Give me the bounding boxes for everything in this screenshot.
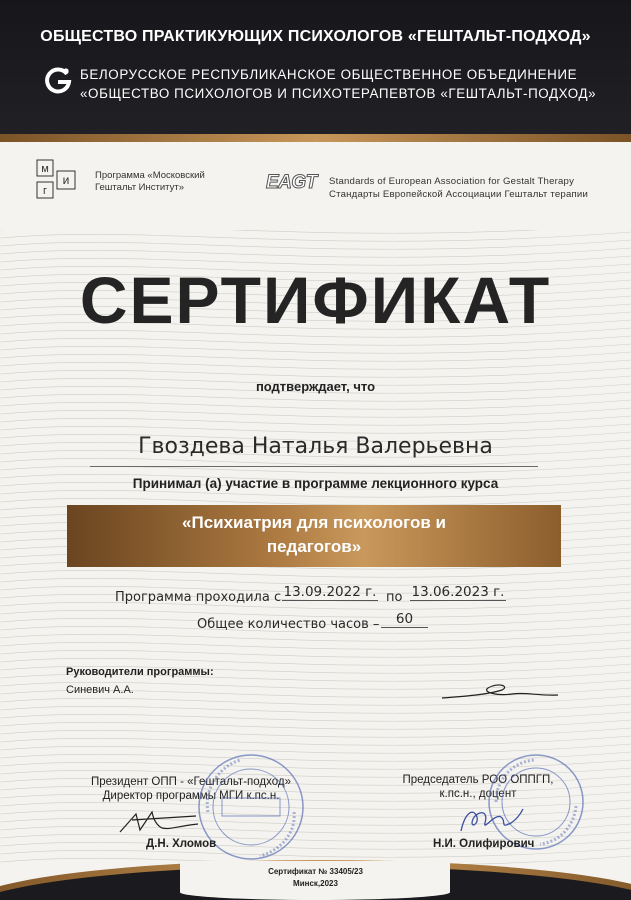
certificate-number: Сертификат № 33405/23	[268, 867, 363, 876]
course-title	[67, 511, 561, 559]
guilloche-line	[0, 728, 631, 737]
guilloche-line	[0, 360, 631, 369]
guilloche-line	[0, 720, 631, 729]
period-to-word: по	[386, 590, 403, 605]
org-name-line2: «ОБЩЕСТВО ПСИХОЛОГОВ И ПСИХОТЕРАПЕВТОВ «ГЕШТАЛЬТ-ПОДХОД»	[80, 86, 597, 101]
guilloche-line	[0, 352, 631, 361]
guilloche-line	[0, 656, 631, 665]
guilloche-line	[0, 640, 631, 649]
course-title-line2: педагогов»	[266, 537, 362, 556]
program-leader-name: Синевич А.А.	[66, 684, 134, 696]
mgi-letter-g: г	[42, 185, 48, 197]
eagt-standards-en: Standards of European Association for Gestalt Therapy	[329, 176, 575, 187]
mgi-logo-icon	[36, 159, 76, 199]
guilloche-line	[0, 648, 631, 657]
guilloche-line	[0, 704, 631, 713]
certificate-place-year: Минск,2023	[293, 879, 338, 888]
guilloche-line	[0, 496, 631, 505]
guilloche-line	[0, 408, 631, 417]
president-title-line1: Президент ОПП - «Гештальт-подход»	[91, 776, 291, 788]
confirms-text: подтверждает, что	[255, 379, 376, 394]
guilloche-line	[0, 230, 631, 233]
header-gold-stripe	[0, 134, 631, 142]
eagt-standards-ru: Стандарты Европейской Ассоциации Гештальт терапии	[329, 189, 589, 200]
guilloche-line	[0, 424, 631, 433]
gestalt-g-logo-icon	[44, 66, 72, 94]
organization-stamp	[486, 752, 586, 852]
president-title-line2: Директор программы МГИ к.пс.н.	[102, 790, 280, 802]
guilloche-line	[0, 240, 631, 249]
certificate-title: СЕРТИФИКАТ	[79, 263, 552, 337]
chair-title-line1: Председатель РОО ОППГП,	[402, 774, 554, 786]
guilloche-line	[0, 248, 631, 257]
guilloche-line	[0, 416, 631, 425]
chair-signature	[455, 803, 525, 835]
guilloche-line	[0, 368, 631, 377]
guilloche-line	[0, 344, 631, 353]
mgi-letter-i: и	[62, 173, 70, 187]
guilloche-line	[0, 232, 631, 241]
hours-value: 60	[381, 611, 428, 628]
name-underline	[90, 466, 538, 467]
course-title-line1: «Психиатрия для психологов и	[182, 513, 446, 532]
guilloche-line	[0, 632, 631, 641]
mgi-line1: Программа «Московский	[95, 170, 205, 181]
guilloche-line	[0, 568, 631, 577]
recipient-name: Гвоздева Наталья Валерьевна	[138, 434, 493, 459]
participation-text: Принимал (а) участие в программе лекционного курса	[132, 476, 499, 491]
chair-name: Н.И. Олифирович	[433, 838, 535, 850]
hours-label: Общее количество часов –	[197, 617, 380, 632]
period-label: Программа проходила с	[115, 590, 282, 605]
date-to: 13.06.2023 г.	[411, 584, 505, 600]
guilloche-line	[0, 400, 631, 409]
program-leaders-label: Руководители программы:	[66, 666, 214, 678]
date-from: 13.09.2022 г.	[283, 584, 377, 600]
society-title: ОБЩЕСТВО ПРАКТИКУЮЩИХ ПСИХОЛОГОВ «ГЕШТАЛЬТ-ПОДХОД»	[40, 28, 591, 45]
president-signature	[118, 808, 200, 836]
eagt-logo: EAGT	[266, 172, 317, 193]
president-name: Д.Н. Хломов	[146, 838, 217, 850]
guilloche-line	[0, 608, 631, 617]
org-name-line1: БЕЛОРУССКОЕ РЕСПУБЛИКАНСКОЕ ОБЩЕСТВЕННОЕ ОБЪЕДИНЕНИЕ	[80, 67, 578, 82]
chair-title-line2: к.пс.н., доцент	[439, 788, 517, 800]
mgi-letter-m: м	[41, 163, 49, 175]
mgi-line2: Гештальт Институт»	[95, 182, 185, 193]
mgi-program-name	[95, 170, 205, 194]
guilloche-line	[0, 736, 631, 745]
guilloche-line	[0, 600, 631, 609]
leader-signature	[440, 676, 560, 704]
guilloche-line	[0, 712, 631, 721]
